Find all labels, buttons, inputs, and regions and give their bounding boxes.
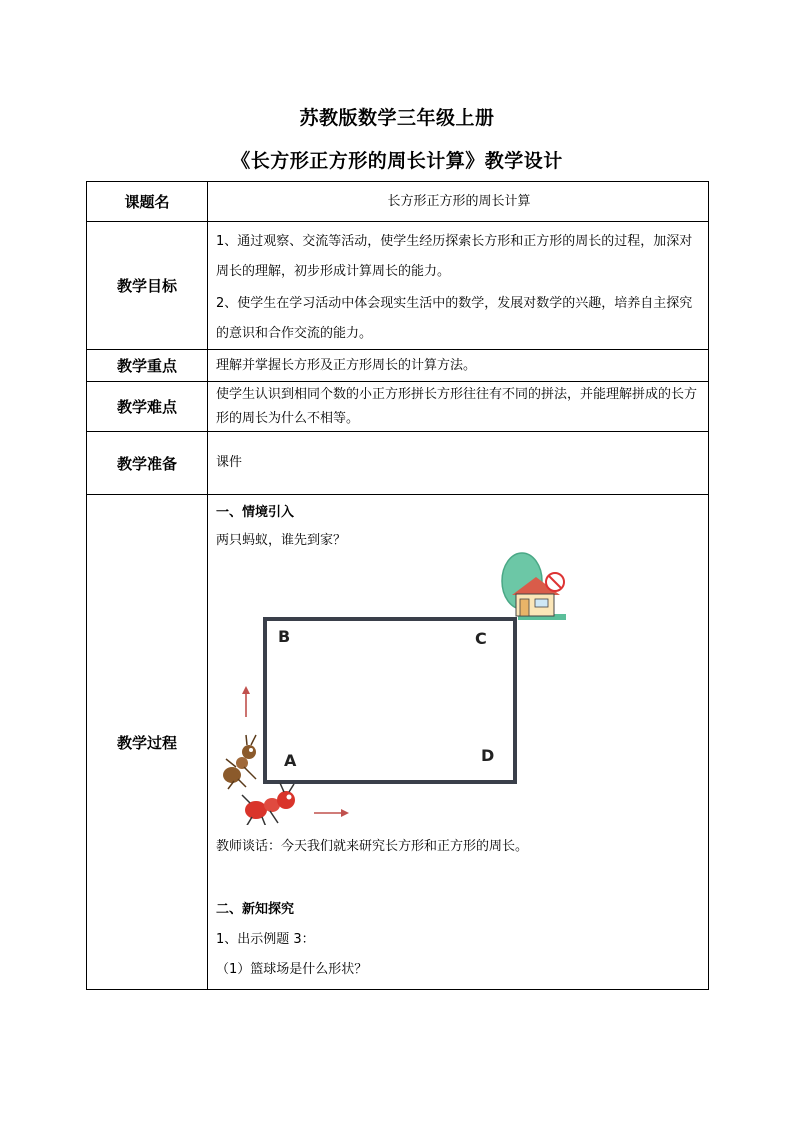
document-subtitle: 《长方形正方形的周长计算》教学设计 [231,150,563,172]
row-key-point [87,350,709,382]
goals-label: 教学目标 [87,222,208,350]
teacher-talk: 教师谈话：今天我们就来研究长方形和正方形的周长。 [216,839,529,854]
goal-item-2: 2、使学生在学习活动中体会现实生活中的数学，发展对数学的兴趣，培养自主探究的意识和合作交流的能力。 [216,295,693,341]
document-title: 苏教版数学三年级上册 [299,107,495,129]
brown-ant-icon [223,735,256,789]
row-process [87,495,709,990]
preparation-value: 课件 [208,432,709,495]
corner-label-c: C [475,629,487,648]
process-label: 教学过程 [87,495,208,990]
difficulty-value: 使学生认识到相同个数的小正方形拼长方形往往有不同的拼法，并能理解拼成的长方形的周长为什么不相等。 [208,382,709,432]
no-entry-sign-icon [546,573,564,591]
lesson-plan-table [86,181,709,990]
corner-label-d: D [481,746,495,765]
example-question: （1）篮球场是什么形状？ [216,962,368,977]
key-point-value: 理解并掌握长方形及正方形周长的计算方法。 [208,350,709,382]
corner-label-a: A [284,751,297,770]
goals-value [208,222,709,350]
topic-value: 长方形正方形的周长计算 [208,182,709,222]
process-value [208,495,709,990]
red-ant-icon [242,783,295,825]
goal-item-1: 1、通过观察、交流等活动，使学生经历探索长方形和正方形的周长的过程，加深对周长的理解，初步形成计算周长的能力。 [216,233,693,279]
example-intro: 1、出示例题 3： [216,932,315,947]
row-topic [87,182,709,222]
right-arrow-icon [314,809,349,817]
section1-heading: 一、情境引入 [216,505,295,520]
row-preparation [87,432,709,495]
preparation-label: 教学准备 [87,432,208,495]
difficulty-label: 教学难点 [87,382,208,432]
key-point-label: 教学重点 [87,350,208,382]
row-goals [87,222,709,350]
up-arrow-icon [242,686,250,717]
section1-question: 两只蚂蚁，谁先到家？ [216,533,347,548]
topic-label: 课题名 [87,182,208,222]
corner-label-b: B [278,627,291,646]
section2-heading: 二、新知探究 [216,902,295,917]
ant-race-figure [216,495,686,825]
row-difficulty [87,382,709,432]
